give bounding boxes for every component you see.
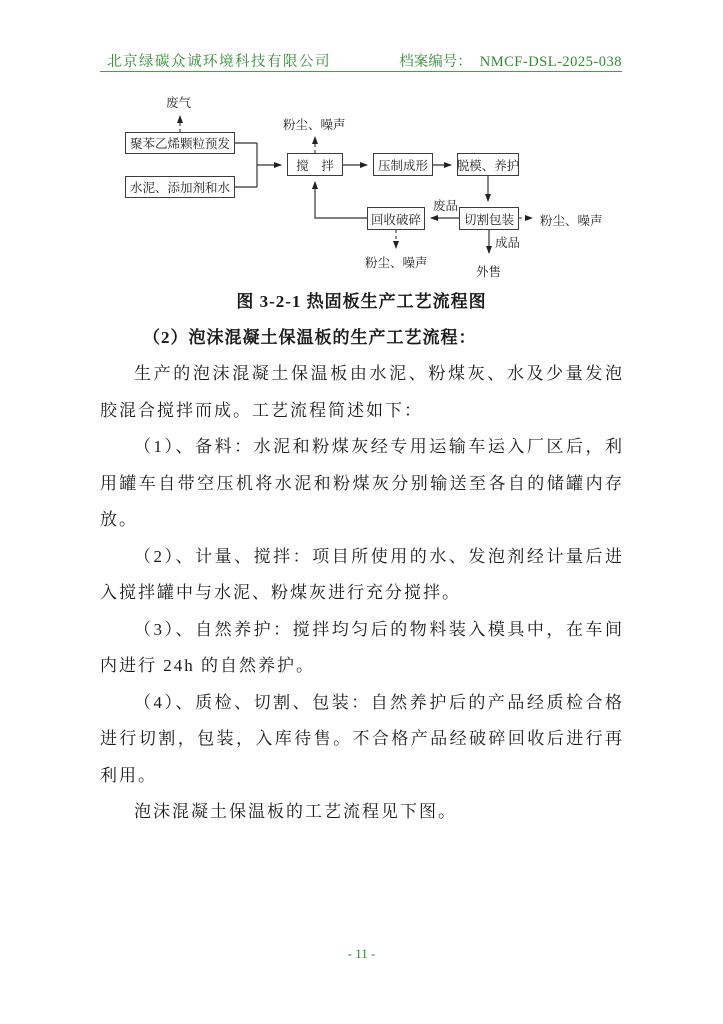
paragraph-step2: （2）、计量、搅拌：项目所使用的水、发泡剂经计量后进入搅拌罐中与水泥、粉煤灰进行充分搅拌。: [100, 546, 624, 602]
flow-box-pre-expand: 聚苯乙烯颗粒预发: [125, 132, 235, 154]
body-text: [100, 356, 624, 831]
archive-label: 档案编号：: [399, 54, 472, 70]
process-flowchart: [100, 90, 625, 290]
label-dust-noise-top: 粉尘、噪声: [283, 118, 346, 132]
paragraph-closing: 泡沫混凝土保温板的工艺流程见下图。: [134, 802, 457, 821]
flow-box-materials: 水泥、添加剂和水: [125, 176, 235, 198]
paragraph-step1: （1）、备料：水泥和粉煤灰经专用运输车运入厂区后，利用罐车自带空压机将水泥和粉煤灰分别输送至各自的储罐内存放。: [100, 437, 624, 529]
flow-box-mixing: 搅 拌: [287, 153, 343, 176]
flow-box-demold: 脱模、养护: [457, 153, 519, 176]
header-archive: [399, 50, 622, 71]
flow-box-recycle: 回收破碎: [367, 207, 425, 230]
paragraph-intro: 生产的泡沫混凝土保温板由水泥、粉煤灰、水及少量发泡胶混合搅拌而成。工艺流程简述如下：: [100, 364, 624, 420]
label-dust-noise-bottom: 粉尘、噪声: [365, 256, 428, 270]
label-dust-noise-right: 粉尘、噪声: [540, 214, 603, 228]
header-rule: [100, 71, 622, 72]
header-company: 北京绿碳众诚环境科技有限公司: [107, 54, 331, 70]
flow-box-cutting: 切割包装: [459, 207, 519, 230]
label-waste-gas: 废气: [166, 96, 192, 110]
paragraph-step4: （4）、质检、切割、包装：自然养护后的产品经质检合格进行切割，包装，入库待售。不合格产品经破碎回收后进行再利用。: [100, 692, 624, 785]
flow-box-pressing: 压制成形: [373, 153, 433, 176]
label-finished-product: 成品: [495, 236, 521, 250]
figure-caption: 图 3-2-1 热固板生产工艺流程图: [236, 292, 487, 311]
section-heading: （2）泡沫混凝土保温板的生产工艺流程：: [143, 328, 477, 347]
label-scrap: 废品: [433, 199, 459, 213]
label-external-sale: 外售: [476, 265, 502, 279]
page-number: - 11 -: [347, 946, 376, 961]
archive-number: NMCF-DSL-2025-038: [479, 54, 622, 70]
paragraph-step3: （3）、自然养护：搅拌均匀后的物料装入模具中，在车间内进行 24h 的自然养护。: [100, 619, 624, 675]
